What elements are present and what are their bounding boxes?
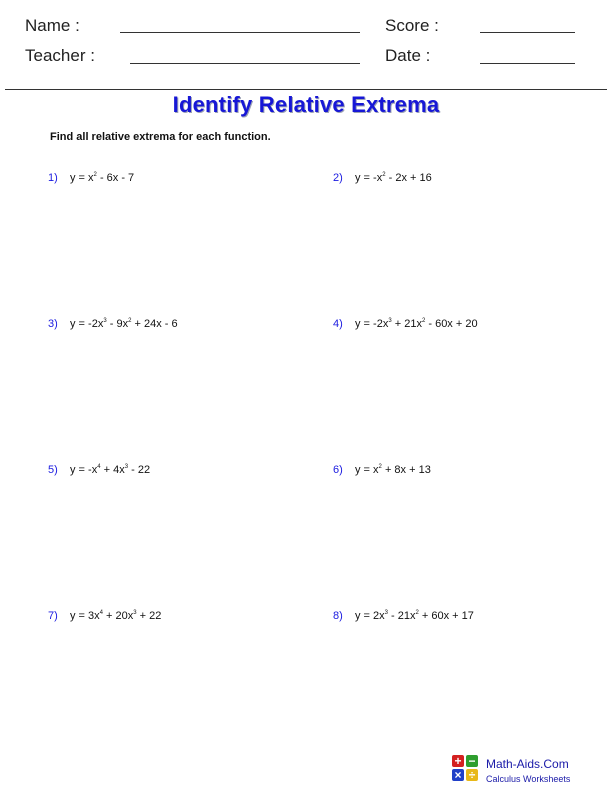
exponent: 3	[124, 464, 129, 470]
expression-term: y = -2x	[355, 318, 389, 330]
date-field[interactable]	[480, 63, 575, 64]
expression-term: - 22	[128, 464, 151, 476]
times-icon: ×	[452, 769, 464, 781]
expression-term: + 22	[136, 610, 162, 622]
expression-term: y = 3x	[70, 610, 100, 622]
exponent: 3	[384, 610, 388, 616]
expression-term: - 21x	[388, 610, 416, 622]
problem-expression	[355, 318, 478, 330]
problem-5	[48, 464, 150, 476]
name-field[interactable]	[120, 32, 360, 33]
problem-expression	[355, 464, 431, 476]
expression-term: - 60x + 20	[425, 318, 478, 330]
problem-7	[48, 610, 161, 622]
exponent: 3	[388, 318, 392, 324]
expression-term: y = x	[70, 172, 94, 184]
brand-name[interactable]: Math-Aids.Com	[486, 757, 569, 771]
expression-term: + 4x	[100, 464, 125, 476]
name-label: Name :	[25, 16, 80, 35]
math-operations-icon	[452, 755, 480, 783]
exponent: 2	[415, 610, 419, 616]
exponent: 3	[133, 610, 137, 616]
problem-expression	[70, 318, 178, 330]
problem-2	[333, 172, 432, 184]
exponent: 4	[97, 464, 101, 470]
header-divider	[5, 89, 607, 90]
exponent: 2	[93, 172, 97, 178]
exponent: 2	[378, 464, 382, 470]
problem-expression	[355, 172, 432, 184]
problem-3	[48, 318, 178, 330]
divide-icon: ÷	[466, 769, 478, 781]
exponent: 2	[421, 318, 426, 324]
problem-number: 3)	[48, 318, 58, 330]
problem-6	[333, 464, 431, 476]
date-label: Date :	[385, 46, 431, 65]
expression-term: y = -x	[355, 172, 383, 184]
expression-term: - 6x - 7	[96, 172, 135, 184]
score-label: Score :	[385, 16, 439, 35]
expression-term: y = -x	[70, 464, 98, 476]
problem-8	[333, 610, 474, 622]
worksheet-title: Identify Relative Extrema	[172, 92, 440, 117]
instructions: Find all relative extrema for each function.	[50, 131, 271, 143]
expression-term: + 21x	[391, 318, 422, 330]
expression-term: + 8x + 13	[381, 464, 431, 476]
expression-term: + 20x	[103, 610, 134, 622]
exponent: 4	[99, 610, 103, 616]
problem-4	[333, 318, 478, 330]
problem-expression	[355, 610, 474, 622]
problem-number: 6)	[333, 464, 343, 476]
problem-expression	[70, 172, 134, 184]
teacher-label: Teacher :	[25, 46, 95, 65]
expression-term: - 2x + 16	[385, 172, 432, 184]
problem-number: 5)	[48, 464, 58, 476]
score-field[interactable]	[480, 32, 575, 33]
problem-number: 2)	[333, 172, 343, 184]
problem-number: 7)	[48, 610, 58, 622]
expression-term: + 60x + 17	[418, 610, 474, 622]
expression-term: - 9x	[106, 318, 129, 330]
expression-term: y = -2x	[70, 318, 104, 330]
exponent: 2	[382, 172, 386, 178]
exponent: 3	[103, 318, 107, 324]
problem-number: 1)	[48, 172, 58, 184]
brand-subtitle: Calculus Worksheets	[486, 774, 571, 784]
exponent: 2	[128, 318, 132, 324]
expression-term: y = x	[355, 464, 379, 476]
expression-term: + 24x - 6	[131, 318, 178, 330]
problem-1	[48, 172, 134, 184]
teacher-field[interactable]	[130, 63, 360, 64]
problem-number: 4)	[333, 318, 343, 330]
problem-expression	[70, 610, 161, 622]
minus-icon: −	[466, 755, 478, 767]
problem-number: 8)	[333, 610, 343, 622]
expression-term: y = 2x	[355, 610, 385, 622]
plus-icon: +	[452, 755, 464, 767]
problem-expression	[70, 464, 150, 476]
